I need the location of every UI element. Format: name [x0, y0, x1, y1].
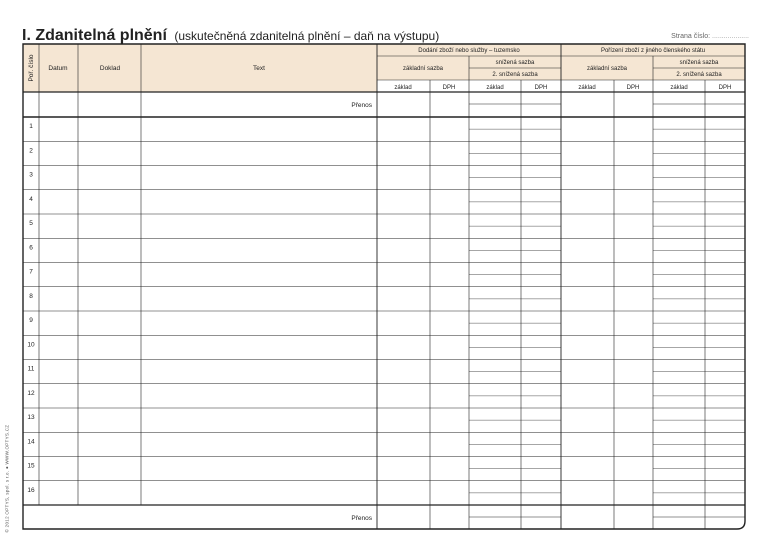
row-number: 2 [29, 147, 33, 155]
side-imprint-text: © 2012 OPTYS, spol. s r.o. ● WWW.OPTYS.CZ [4, 424, 10, 533]
dom-basic-rate: základní sazba [402, 66, 444, 72]
col-vat-2: DPH [534, 85, 548, 91]
page-number-label: Strana číslo: [671, 33, 711, 40]
row-number: 5 [29, 220, 33, 228]
row-number: 1 [29, 123, 33, 131]
row-number: 10 [27, 341, 35, 349]
header-labels [28, 48, 731, 522]
header-text: Text [253, 65, 265, 72]
col-base-1: základ [394, 85, 412, 91]
eu-reduced-rate: snížená sazba [679, 60, 719, 66]
row-number: 9 [29, 317, 33, 325]
row-number: 12 [27, 389, 35, 397]
group-domestic: Dodání zboží nebo služby – tuzemsko [418, 48, 520, 54]
col-vat-1: DPH [442, 85, 456, 91]
row-number: 3 [29, 171, 33, 179]
document-title: I. Zdanitelná plnění [22, 27, 167, 44]
col-vat-4: DPH [718, 85, 732, 91]
header-row-no: Poř. číslo [28, 54, 35, 82]
row-number: 11 [27, 365, 35, 373]
header-doc: Doklad [99, 65, 121, 72]
eu-reduced-rate-2: 2. snížená sazba [676, 72, 722, 78]
row-number: 4 [29, 195, 33, 203]
row-number: 16 [27, 486, 35, 494]
col-base-2: základ [486, 85, 504, 91]
row-number: 8 [29, 292, 33, 300]
col-base-3: základ [578, 85, 596, 91]
page-number-blank[interactable]: ................... [712, 33, 749, 40]
col-vat-3: DPH [626, 85, 640, 91]
document-subtitle: (uskutečněná zdanitelná plnění – daň na výstupu) [174, 29, 440, 43]
group-eu: Pořízení zboží z jiného členského státu [600, 48, 706, 54]
row-number: 6 [29, 244, 33, 252]
row-numbers [27, 123, 35, 494]
dom-reduced-rate: snížená sazba [495, 60, 535, 66]
row-number: 7 [29, 268, 33, 276]
header-date: Datum [48, 65, 68, 72]
row-number: 15 [27, 462, 35, 470]
row-number: 14 [27, 438, 35, 446]
eu-basic-rate: základní sazba [586, 66, 628, 72]
col-base-4: základ [670, 85, 688, 91]
carry-over-bottom-label: Přenos [351, 515, 372, 522]
dom-reduced-rate-2: 2. snížená sazba [492, 72, 538, 78]
carry-over-top-label: Přenos [351, 102, 372, 109]
row-number: 13 [27, 414, 35, 422]
